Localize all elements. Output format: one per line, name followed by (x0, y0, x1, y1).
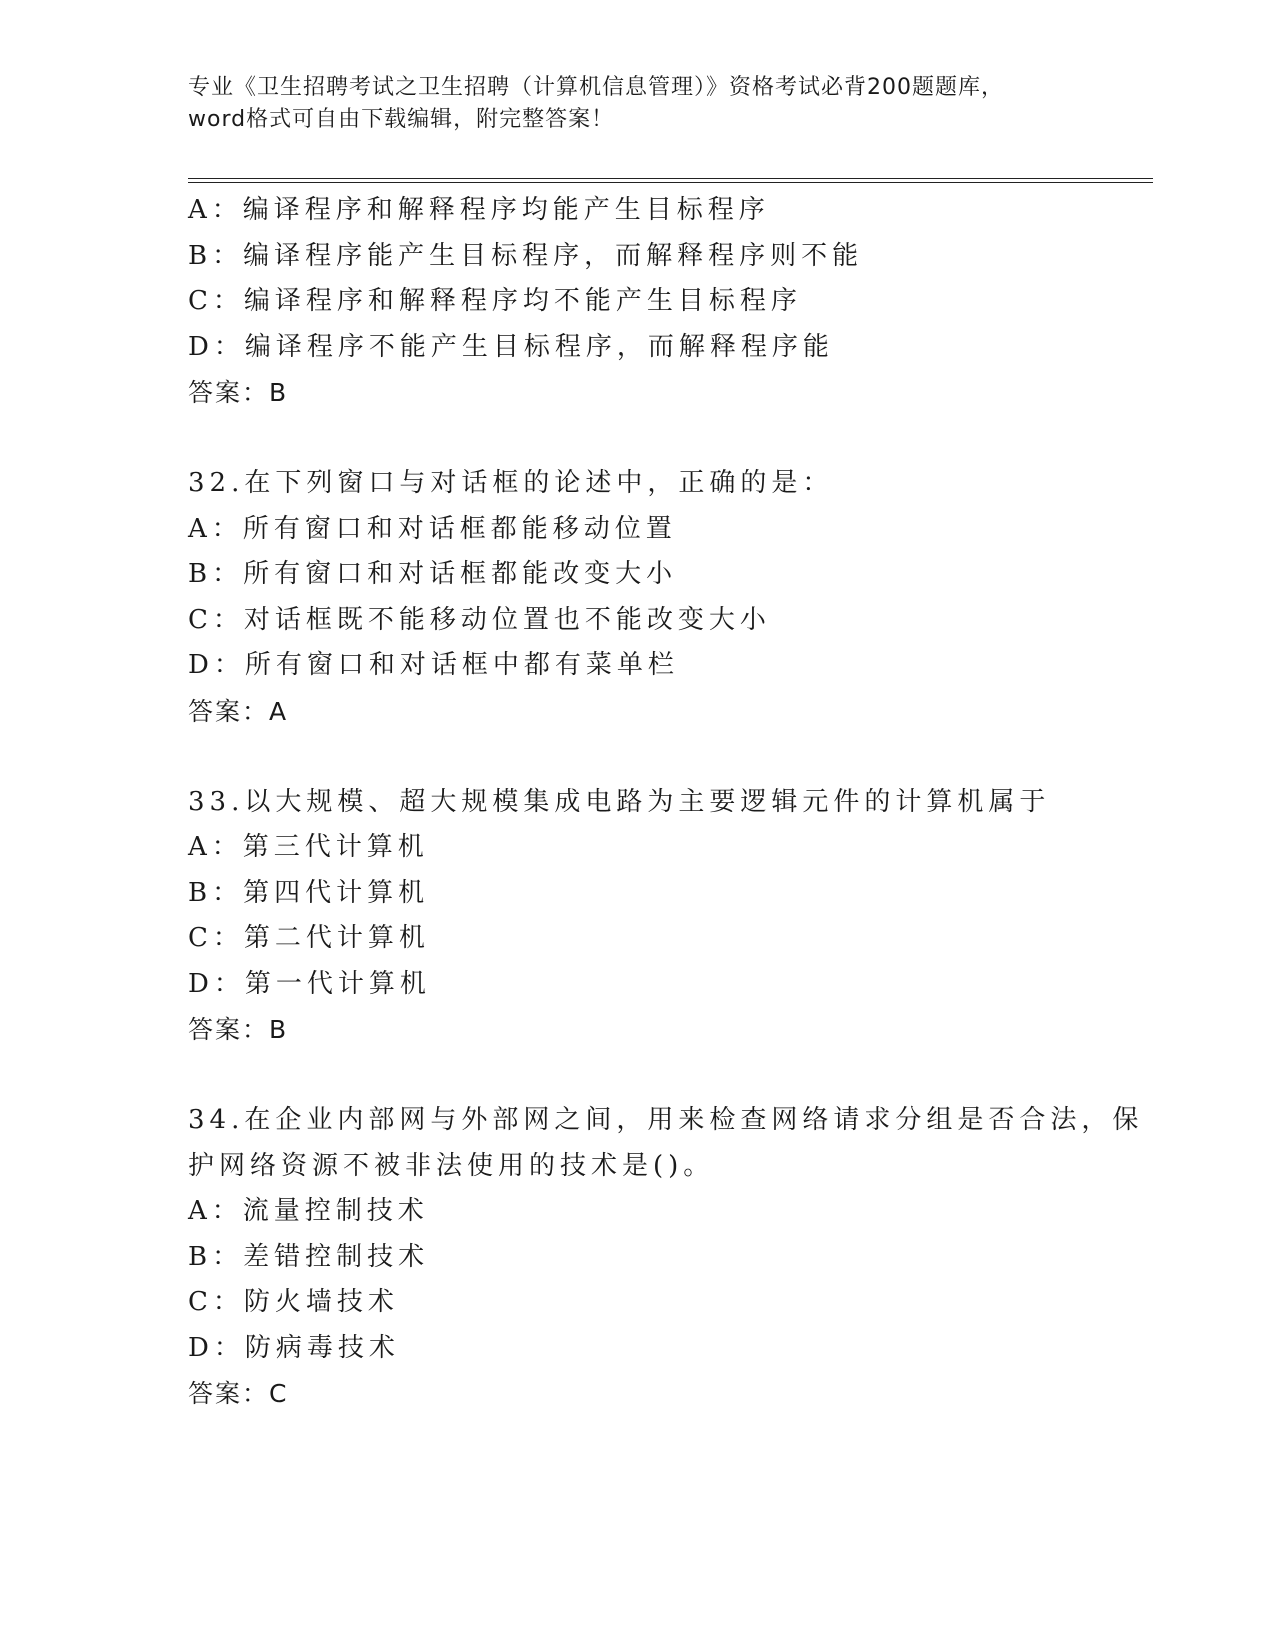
question-list (188, 188, 1148, 1417)
option-d: D：防病毒技术 (188, 1332, 400, 1363)
answer: 答案：B (188, 378, 289, 407)
option-a: A：编译程序和解释程序均能产生目标程序 (188, 195, 770, 225)
option-b: B：编译程序能产生目标程序，而解释程序则不能 (188, 240, 864, 271)
question-31 (188, 188, 1148, 416)
option-d: D：第一代计算机 (188, 968, 431, 999)
option-b: B：第四代计算机 (188, 877, 430, 908)
option-d: D：所有窗口和对话框中都有菜单栏 (188, 650, 679, 680)
question-text: 32.在下列窗口与对话框的论述中，正确的是： (188, 468, 834, 498)
question-32 (188, 461, 1148, 734)
header-line-1: 专业《卫生招聘考试之卫生招聘（计算机信息管理）》资格考试必背200题题库， (188, 75, 1004, 100)
spacer (188, 1053, 1148, 1099)
option-c: C：第二代计算机 (188, 923, 430, 953)
question-text-line-1: 34.在企业内部网与外部网之间，用来检查网络请求分组是否合法，保 (188, 1105, 1144, 1135)
header-rule-bottom (188, 182, 1153, 183)
option-c: C：防火墙技术 (188, 1287, 399, 1317)
option-c: C：编译程序和解释程序均不能产生目标程序 (188, 286, 802, 316)
question-33 (188, 780, 1148, 1053)
spacer (188, 416, 1148, 462)
document-header (188, 72, 1088, 136)
answer: 答案：B (188, 1015, 289, 1044)
answer: 答案：A (188, 696, 289, 726)
answer: 答案：C (188, 1379, 289, 1408)
option-a: A：第三代计算机 (188, 832, 429, 862)
question-text: 33.以大规模、超大规模集成电路为主要逻辑元件的计算机属于 (188, 786, 1051, 817)
option-a: A：流量控制技术 (188, 1196, 429, 1226)
header-rule-top (188, 178, 1153, 179)
option-c: C：对话框既不能移动位置也不能改变大小 (188, 604, 771, 635)
spacer (188, 734, 1148, 780)
option-d: D：编译程序不能产生目标程序，而解释程序能 (188, 331, 834, 362)
question-text-line-2: 护网络资源不被非法使用的技术是()。 (188, 1150, 715, 1181)
question-34 (188, 1098, 1148, 1417)
option-b: B：所有窗口和对话框都能改变大小 (188, 559, 678, 589)
header-line-2: word格式可自由下载编辑，附完整答案！ (188, 107, 615, 132)
option-b: B：差错控制技术 (188, 1241, 430, 1272)
option-a: A：所有窗口和对话框都能移动位置 (188, 513, 677, 544)
